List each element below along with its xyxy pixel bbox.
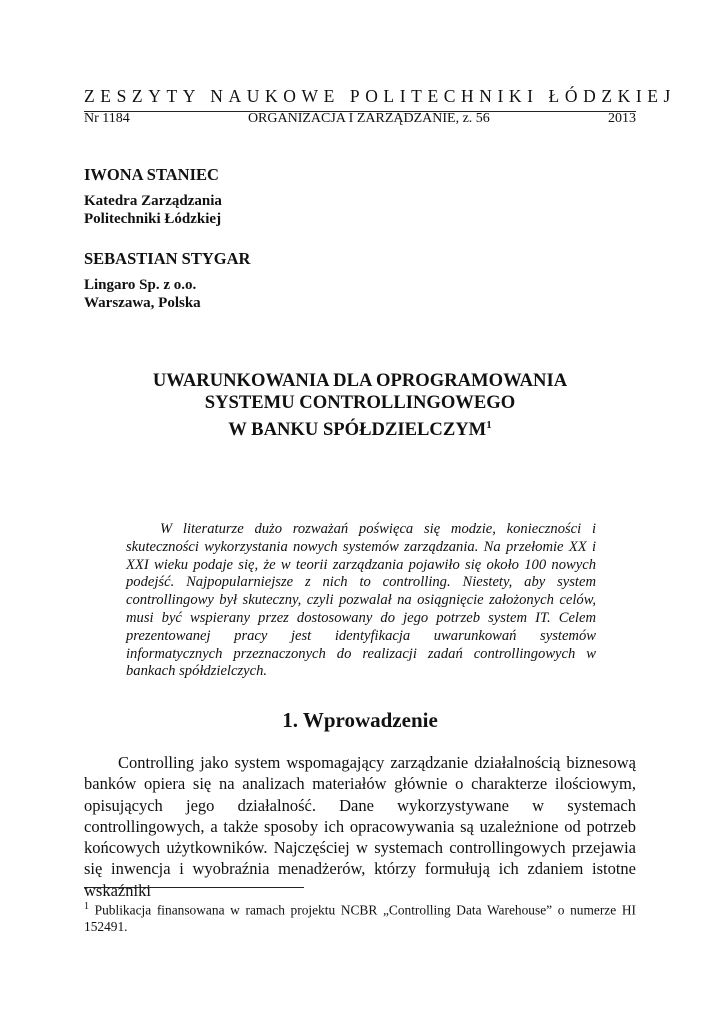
issue-number: Nr 1184 [84,111,130,126]
issue-year: 2013 [607,111,636,126]
issue-meta-row [84,111,636,127]
footnote-mark: 1 [84,901,89,912]
body-text [84,752,636,901]
author-affiliation-2 [84,276,201,312]
title-line-2: SYSTEMU CONTROLLINGOWEGO [204,392,516,413]
affiliation-line: Katedra Zarządzania [84,193,222,209]
title-line-3-text: W BANKU SPÓŁDZIELCZYM [228,419,487,441]
footnote-text: Publikacja finansowana w ramach projektu NCBR „Controlling Data Warehouse” o numerze HI 152491. [84,902,636,935]
affiliation-line: Lingaro Sp. z o.o. [84,277,197,293]
footnote-rule [84,887,304,888]
series-label: ORGANIZACJA I ZARZĄDZANIE, z. 56 [247,111,490,126]
title-line-1: UWARUNKOWANIA DLA OPROGRAMOWANIA [152,370,568,391]
title-footnote-mark[interactable]: 1 [486,419,492,431]
paper-title [84,370,636,441]
author-affiliation-1 [84,192,222,228]
abstract [126,521,596,681]
abstract-text: W literaturze dużo rozważań poświęca się modzie, konieczności i skuteczności wykorzystania nowych systemów zarządzania. Na przełomie XX i XXI wieku podaje się, że w teorii zarządzania pojawiło się około 100 nowych podejść. Najpopularniejsze z nich to controlling. Niestety, aby system controllingowy był skuteczny, czyli pozwalał na osiągnięcie założonych celów, musi być wspierany przez dostosowany do jego potrzeb system IT. Celem prezentowanej pracy jest identyfikacja uwarunkowań systemów informatycznych przeznaczonych do realizacji zadań controllingowych w bankach spółdzielczych. [126,521,596,680]
journal-title: ZESZYTY NAUKOWE POLITECHNIKI ŁÓDZKIEJ [84,86,676,106]
title-line-3 [84,414,636,441]
body-paragraph: Controlling jako system wspomagający zarządzanie działalnością biznesową banków opiera się na analizach materiałów głównie o charakterze ilościowym, opisujących jego działalność. Dane wykorzystywane w systemach controllingowych, a także sposoby ich opracowywania są uzależnione od potrzeb końcowych użytkowników. Najczęściej w systemach controllingowych przejawia się inwencja i wyobraźnia menadżerów, którzy formułują ich zdaniem istotne wskaźniki [84,753,636,900]
footnote [84,898,636,935]
author-name-1: IWONA STANIEC [84,165,219,184]
affiliation-line: Warszawa, Polska [84,295,201,311]
author-name-2: SEBASTIAN STYGAR [84,249,251,268]
section-heading: 1. Wprowadzenie [282,708,438,732]
affiliation-line: Politechniki Łódzkiej [84,211,222,227]
